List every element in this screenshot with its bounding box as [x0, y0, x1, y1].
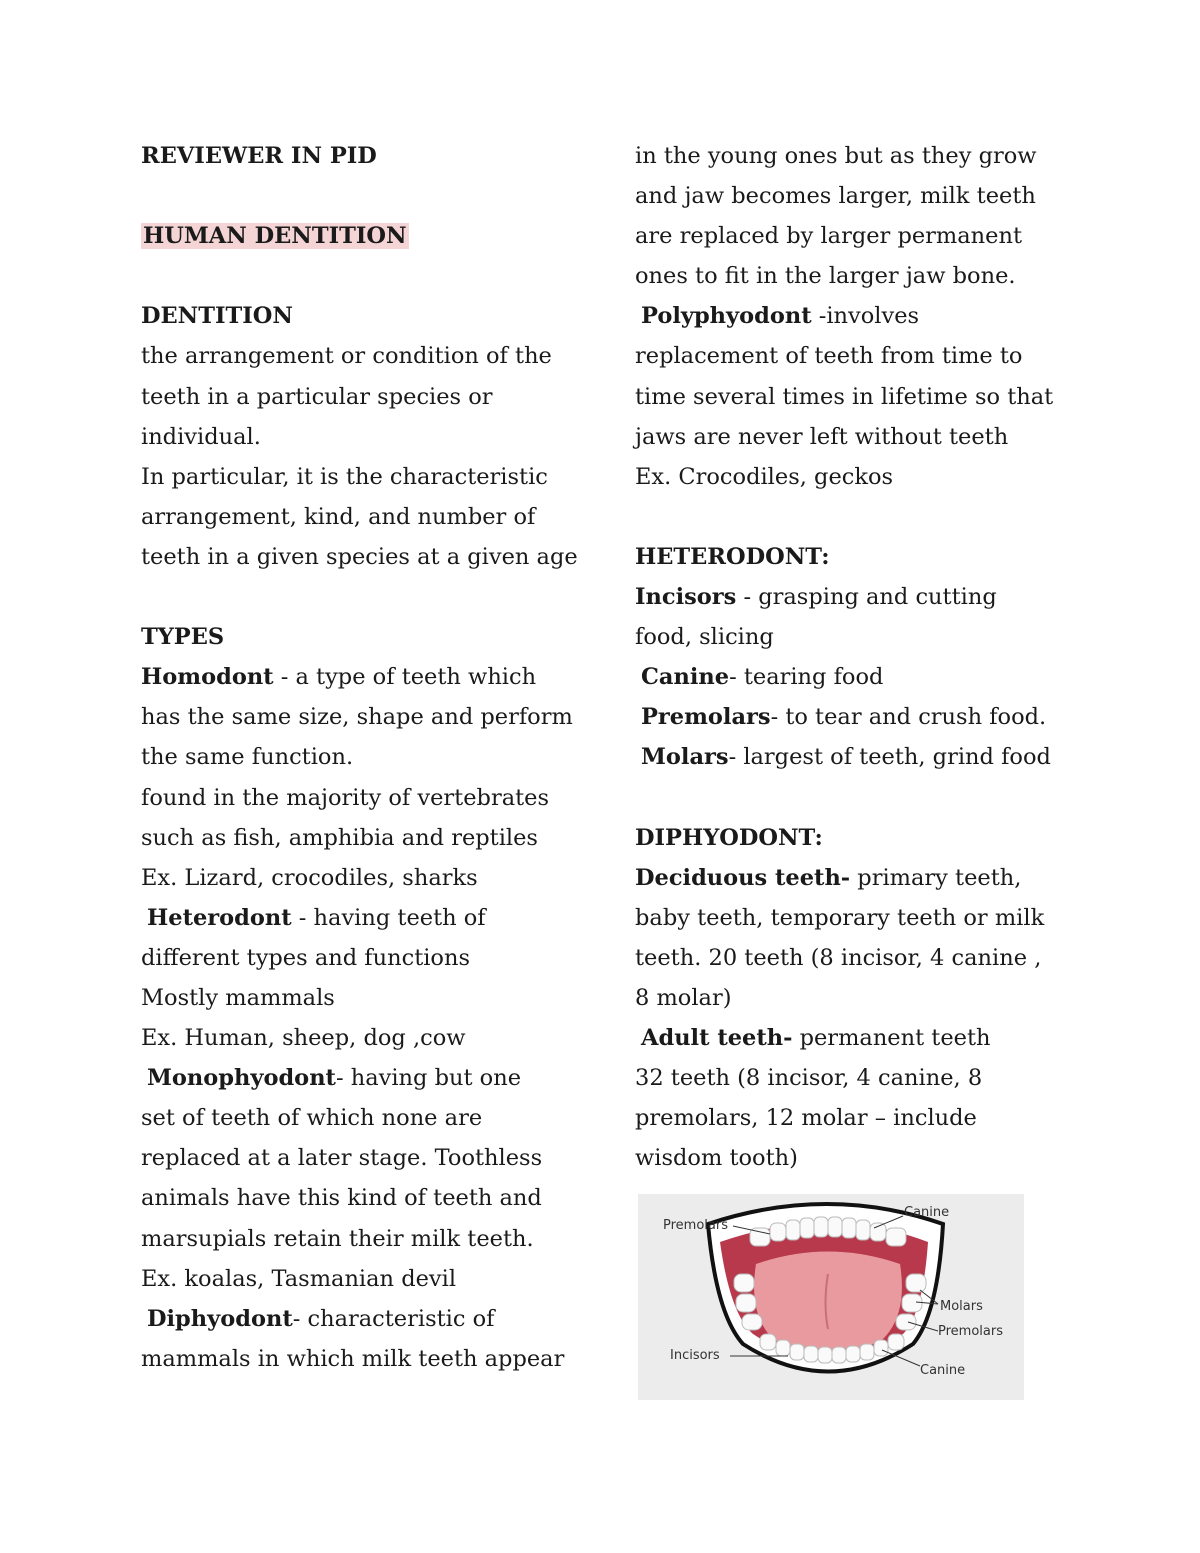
- continuation-line: and jaw becomes larger, milk teeth: [635, 183, 1036, 210]
- canine-term: Canine: [641, 664, 730, 691]
- adult-line: wisdom tooth): [635, 1145, 798, 1172]
- incisors-term: Incisors: [635, 584, 737, 611]
- monophyodont-line: animals have this kind of teeth and: [141, 1185, 542, 1212]
- document-title: REVIEWER IN PID: [141, 143, 377, 169]
- dentition-line: arrangement, kind, and number of: [141, 503, 536, 530]
- polyphyodont-line: jaws are never left without teeth: [635, 423, 1009, 450]
- mouth-illustration: [638, 1194, 1024, 1400]
- adult-term: Adult teeth-: [641, 1025, 793, 1052]
- premolars-term: Premolars: [641, 704, 771, 731]
- monophyodont-line: set of teeth of which none are: [141, 1105, 483, 1132]
- deciduous-line: 8 molar): [635, 984, 732, 1011]
- heterodont-term: Heterodont: [147, 904, 292, 931]
- label-canine-top: Canine: [904, 1205, 950, 1220]
- adult-line: premolars, 12 molar – include: [635, 1105, 977, 1132]
- continuation-line: in the young ones but as they grow: [635, 143, 1037, 169]
- molars-term: Molars: [641, 744, 729, 771]
- deciduous-term: Deciduous teeth-: [635, 864, 851, 891]
- heterodont-line: Ex. Human, sheep, dog ,cow: [141, 1025, 466, 1052]
- incisors-definition: Incisors - grasping and cutting: [635, 584, 997, 611]
- homodont-line: Ex. Lizard, crocodiles, sharks: [141, 864, 478, 891]
- label-premolars-bottom: Premolars: [938, 1324, 1003, 1339]
- adult-line: 32 teeth (8 incisor, 4 canine, 8: [635, 1065, 983, 1092]
- diphyodont-line: mammals in which milk teeth appear: [141, 1345, 565, 1372]
- continuation-line: are replaced by larger permanent: [635, 223, 1023, 250]
- deciduous-line: teeth. 20 teeth (8 incisor, 4 canine ,: [635, 944, 1042, 971]
- monophyodont-line: Ex. koalas, Tasmanian devil: [141, 1265, 457, 1292]
- dentition-line: individual.: [141, 423, 261, 450]
- dentition-heading: DENTITION: [141, 303, 293, 330]
- label-premolars-top: Premolars: [663, 1218, 728, 1233]
- label-incisors: Incisors: [670, 1348, 720, 1363]
- human-dentition-heading: HUMAN DENTITION: [143, 223, 407, 250]
- homodont-definition: Homodont - a type of teeth which: [141, 664, 537, 691]
- homodont-line: found in the majority of vertebrates: [141, 784, 550, 811]
- incisors-line: food, slicing: [635, 624, 774, 651]
- dentition-line: teeth in a particular species or: [141, 383, 493, 410]
- premolars-definition: Premolars- to tear and crush food.: [641, 704, 1047, 731]
- mouth-teeth-diagram: [638, 1194, 1024, 1400]
- diphyodont-definition: Diphyodont- characteristic of: [147, 1305, 495, 1332]
- label-molars: Molars: [940, 1299, 983, 1314]
- polyphyodont-definition: Polyphyodont -involves: [641, 303, 920, 330]
- label-canine-bottom: Canine: [920, 1363, 966, 1378]
- homodont-line: the same function.: [141, 744, 354, 771]
- left-column: [141, 136, 581, 1379]
- diphyodont-term: Diphyodont: [147, 1305, 293, 1332]
- continuation-line: ones to fit in the larger jaw bone.: [635, 263, 1016, 290]
- dentition-line: teeth in a given species at a given age: [141, 543, 578, 570]
- heterodont-line: Mostly mammals: [141, 984, 335, 1011]
- monophyodont-line: replaced at a later stage. Toothless: [141, 1145, 543, 1172]
- deciduous-line: baby teeth, temporary teeth or milk: [635, 904, 1045, 931]
- polyphyodont-line: Ex. Crocodiles, geckos: [635, 463, 894, 490]
- polyphyodont-line: replacement of teeth from time to: [635, 343, 1023, 370]
- homodont-line: such as fish, amphibia and reptiles: [141, 824, 538, 851]
- homodont-term: Homodont: [141, 664, 274, 691]
- heterodont-definition: Heterodont - having teeth of: [147, 904, 486, 931]
- homodont-line: has the same size, shape and perform: [141, 704, 573, 731]
- heterodont-heading: HETERODONT:: [635, 543, 830, 570]
- polyphyodont-line: time several times in lifetime so that: [635, 383, 1054, 410]
- heterodont-line: different types and functions: [141, 944, 471, 971]
- dentition-line: the arrangement or condition of the: [141, 343, 552, 370]
- types-heading: TYPES: [141, 624, 225, 651]
- dentition-line: In particular, it is the characteristic: [141, 463, 548, 490]
- polyphyodont-term: Polyphyodont: [641, 303, 812, 330]
- monophyodont-line: marsupials retain their milk teeth.: [141, 1225, 534, 1252]
- right-column: [635, 136, 1075, 1178]
- canine-definition: Canine- tearing food: [641, 664, 884, 691]
- deciduous-definition: Deciduous teeth- primary teeth,: [635, 864, 1022, 891]
- monophyodont-definition: Monophyodont- having but one: [147, 1065, 522, 1092]
- diphyodont-heading: DIPHYODONT:: [635, 824, 823, 851]
- adult-definition: Adult teeth- permanent teeth: [641, 1025, 991, 1052]
- molars-definition: Molars- largest of teeth, grind food: [641, 744, 1051, 771]
- monophyodont-term: Monophyodont: [147, 1065, 336, 1092]
